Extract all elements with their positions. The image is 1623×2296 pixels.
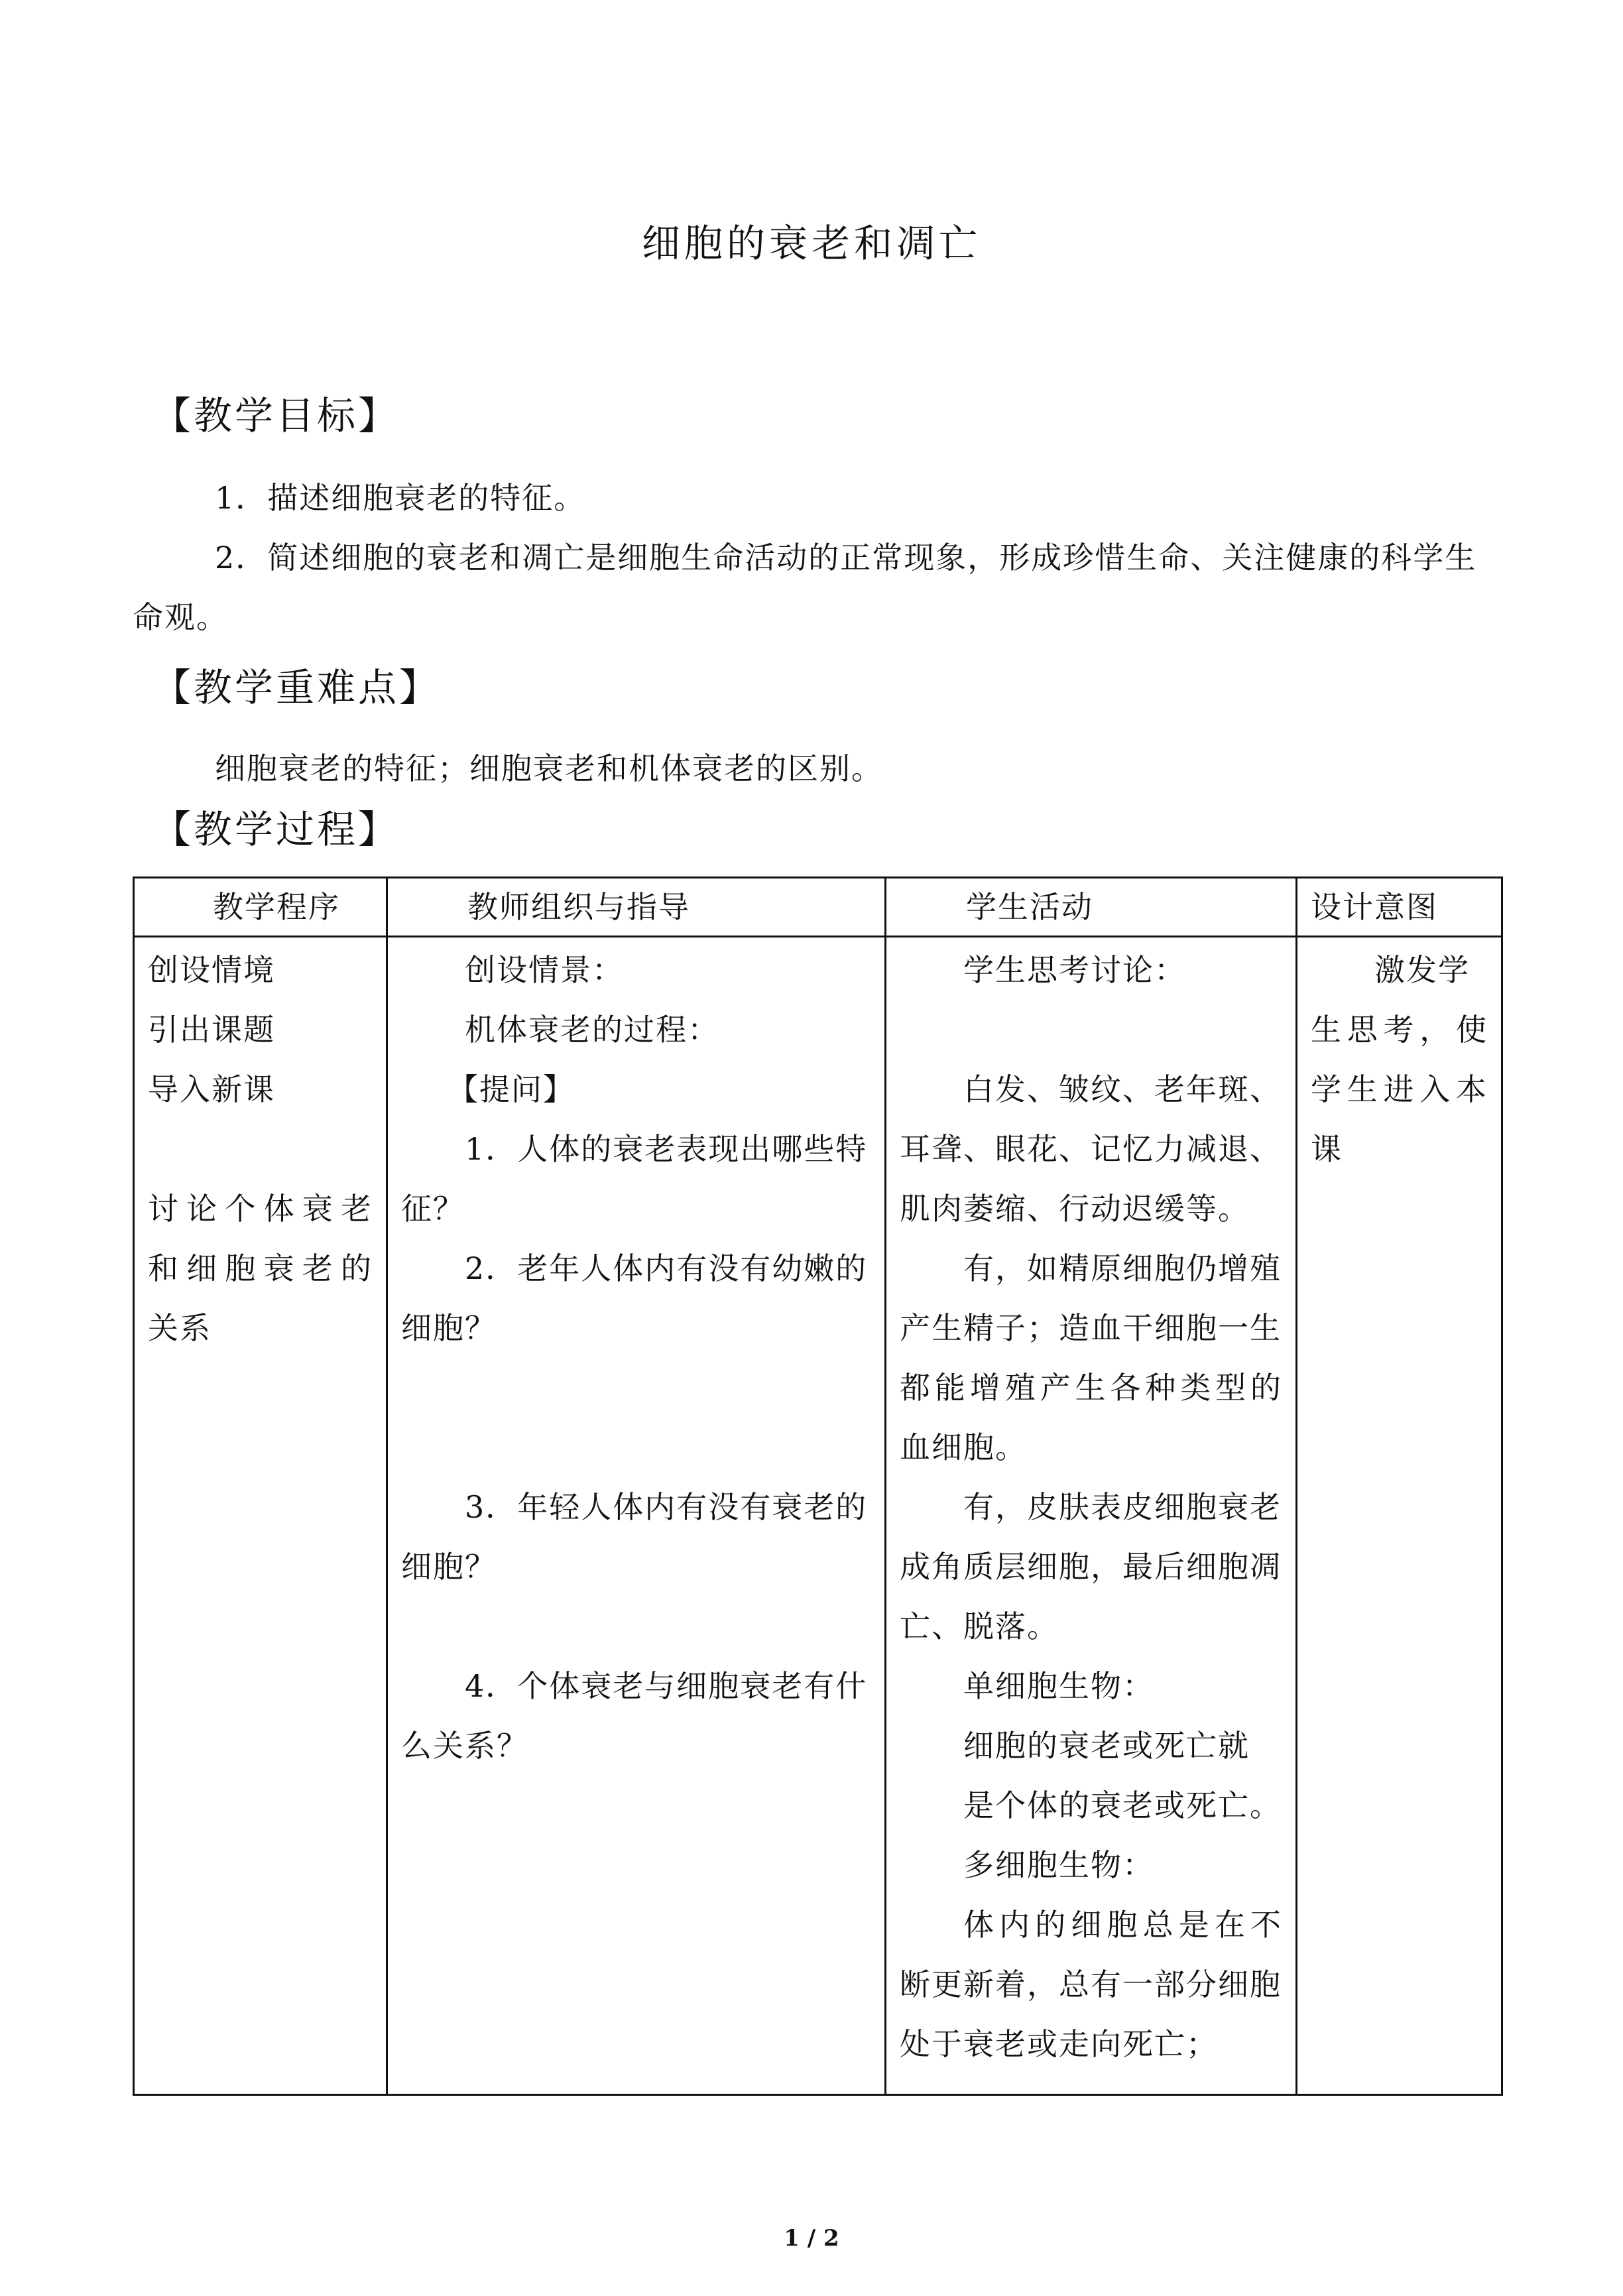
goal-1: 1．描述细胞衰老的特征。 (215, 480, 586, 516)
keypoints-heading: 【教学重难点】 (152, 665, 441, 710)
page-number: 1 / 2 (784, 2225, 839, 2252)
procedure-line: 关系 (148, 1310, 211, 1346)
teacher-cell (387, 937, 886, 2095)
goal-2: 2．简述细胞的衰老和凋亡是细胞生命活动的正常现象，形成珍惜生命、关注健康的科学生命观。 (133, 540, 1477, 635)
table-row (134, 937, 1502, 2095)
student-line: 成角质层细胞，最后细胞凋 (900, 1549, 1282, 1585)
student-line: 细胞的衰老或死亡就 (963, 1728, 1250, 1764)
teacher-line: 2．老年人体内有没有幼嫩的 (465, 1250, 868, 1286)
student-line: 体内的细胞总是在不 (963, 1907, 1282, 1943)
header-procedure: 教学程序 (134, 878, 387, 937)
student-line: 肌肉萎缩、行动迟缓等。 (900, 1191, 1250, 1227)
teacher-line: 4．个体衰老与细胞衰老有什 (465, 1668, 868, 1704)
student-line: 亡、脱落。 (900, 1608, 1059, 1644)
student-line: 单细胞生物： (963, 1668, 1154, 1704)
student-line: 有，皮肤表皮细胞衰老 (963, 1489, 1282, 1525)
student-line: 血细胞。 (900, 1429, 1027, 1465)
student-line: 产生精子；造血干细胞一生 (900, 1310, 1282, 1346)
document-title: 细胞的衰老和凋亡 (641, 221, 981, 266)
header-student: 学生活动 (886, 878, 1297, 937)
teacher-line: 细胞？ (401, 1310, 497, 1346)
header-teacher: 教师组织与指导 (387, 878, 886, 937)
table-header-row (134, 878, 1502, 937)
intent-line: 激发学 (1374, 952, 1470, 988)
process-heading: 【教学过程】 (152, 807, 400, 852)
procedure-line: 引出课题 (148, 1012, 275, 1048)
procedure-line: 讨论个体衰老 (148, 1191, 373, 1227)
student-cell (886, 937, 1297, 2095)
teacher-line: 征？ (401, 1191, 465, 1227)
student-line: 白发、皱纹、老年斑、 (963, 1071, 1282, 1107)
process-table (133, 876, 1503, 2096)
teacher-line: 机体衰老的过程： (465, 1012, 719, 1048)
procedure-cell (134, 937, 387, 2095)
goals-heading: 【教学目标】 (152, 393, 400, 438)
intent-line: 课 (1311, 1131, 1343, 1167)
intent-line: 生思考，使 (1311, 1012, 1488, 1048)
student-line: 都能增殖产生各种类型的 (900, 1370, 1282, 1406)
procedure-line: 和细胞衰老的 (148, 1250, 373, 1286)
procedure-line: 导入新课 (148, 1071, 275, 1107)
student-line: 处于衰老或走向死亡； (900, 2026, 1218, 2062)
student-line: 有，如精原细胞仍增殖 (963, 1250, 1282, 1286)
intent-cell (1297, 937, 1502, 2095)
student-line: 是个体的衰老或死亡。 (963, 1787, 1282, 1823)
student-line: 多细胞生物： (963, 1847, 1154, 1883)
procedure-line: 创设情境 (148, 952, 275, 988)
intent-line: 学生进入本 (1311, 1071, 1488, 1107)
teacher-line: 1．人体的衰老表现出哪些特 (465, 1131, 868, 1167)
student-line: 学生思考讨论： (963, 952, 1186, 988)
teacher-line: 【提问】 (448, 1071, 575, 1107)
header-intent: 设计意图 (1297, 878, 1502, 937)
student-line: 耳聋、眼花、记忆力减退、 (900, 1131, 1282, 1167)
teacher-line: 么关系？ (401, 1728, 528, 1764)
teacher-line: 3．年轻人体内有没有衰老的 (465, 1489, 868, 1525)
student-line: 断更新着，总有一部分细胞 (900, 1966, 1282, 2002)
teacher-line: 创设情景： (465, 952, 624, 988)
teacher-line: 细胞？ (401, 1549, 497, 1585)
keypoints-text: 细胞衰老的特征；细胞衰老和机体衰老的区别。 (215, 751, 883, 786)
